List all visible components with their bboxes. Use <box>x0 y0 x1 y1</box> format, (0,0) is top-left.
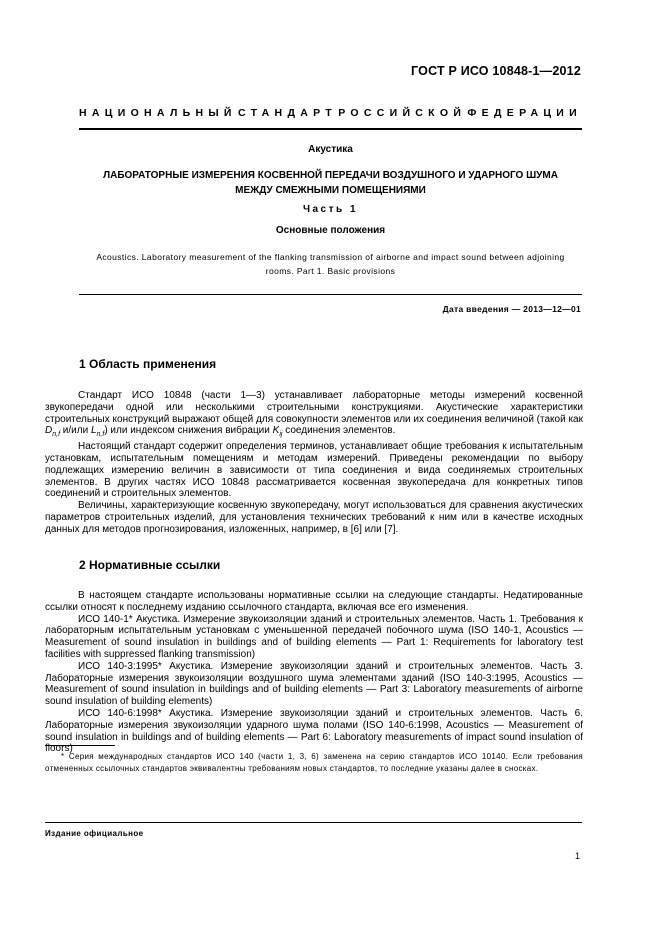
subject-heading: Акустика <box>308 144 353 155</box>
page-number: 1 <box>574 851 580 861</box>
national-standard-banner <box>79 107 582 119</box>
middle-divider <box>79 294 582 295</box>
symbol: K <box>272 425 280 437</box>
edition-label: Издание официальное <box>45 829 144 838</box>
introduction-date: Дата введения — 2013—12—01 <box>442 304 581 314</box>
paragraph: Настоящий стандарт содержит определения терминов, устанавливает общие требования к испытательным установкам, испытательным помещениям и методам измерений. Приведены рекомендации по выбору подлежащих измерению величин в зависимости от типа соединения и вида соединяемых строительных элементов. В других частях ИСО 10848 рассматривается косвенная звукопередача для конкретных типов соединений и строительных элементов. <box>45 441 583 500</box>
subscript: n,f <box>96 431 105 439</box>
footnote-divider <box>45 745 115 746</box>
text-run: ) или индексом снижения вибрации <box>104 425 273 437</box>
standard-code: ГОСТ Р ИСО 10848-1—2012 <box>411 64 581 78</box>
top-divider <box>79 128 582 130</box>
text-run: и/или <box>60 425 91 437</box>
title-line: ЛАБОРАТОРНЫЕ ИЗМЕРЕНИЯ КОСВЕННОЙ ПЕРЕДАЧИ ВОЗДУШНОГО И УДАРНОГО ШУМА <box>103 170 558 181</box>
paragraph <box>45 390 583 441</box>
text-run: соединения элементов. <box>282 425 396 437</box>
document-title <box>79 169 582 198</box>
reference-entry: ИСО 140-3:1995* Акустика. Измерение звукоизоляции зданий и строительных элементов. Часть 3. Лабораторные измерения звукоизоляции воздушного шума элементами зданий (ISO 140-3:1995, Acoustics — Measurement of sound insulation in buildings and of building elements — Part 3: Laboratory measurements of airborne sound insulation of building elements) <box>45 660 583 708</box>
banner-word: ФЕДЕРАЦИИ <box>467 107 582 119</box>
english-title-line: Acoustics. Laboratory measurement of the flanking transmission of airborne and impact sound between adjoining <box>96 252 565 262</box>
section-heading-scope: 1 Область применения <box>79 357 217 371</box>
text-run: Стандарт ИСО 10848 (части 1—3) устанавливает лабораторные методы измерений косвенной звукопередачи одной или несколькими строительными конструкциями. Акустические характеристики строительных конструкций выражают общей для совокупности элементов или их соединения величиной (такой как <box>45 390 583 425</box>
section-body-scope <box>45 390 583 536</box>
english-title-line: rooms. Part 1. Basic provisions <box>265 266 396 276</box>
english-title <box>79 250 582 278</box>
banner-word: РОССИЙСКОЙ <box>338 107 467 119</box>
banner-word: НАЦИОНАЛЬНЫЙ <box>79 107 237 119</box>
section-body-references <box>45 590 583 755</box>
banner-word: СТАНДАРТ <box>238 107 337 119</box>
footnote <box>45 751 583 775</box>
paragraph: В настоящем стандарте использованы нормативные ссылки на следующие стандарты. Недатированные ссылки относят к последнему изданию ссылочного стандарта, включая все его изменения. <box>45 590 583 613</box>
symbol: L <box>90 425 97 437</box>
section-heading-references: 2 Нормативные ссылки <box>79 558 221 572</box>
reference-entry: ИСО 140-1* Акустика. Измерение звукоизоляции зданий и строительных элементов. Часть 1. Требования к лабораторным испытательным установкам с уменьшенной передачей побочного шума (ISO 140-1, Acoustics — Measurement of sound insulation in buildings and of building elements — Part 1: Requirements for laboratory test facilities with suppressed flanking transmission) <box>45 613 583 660</box>
paragraph: Величины, характеризующие косвенную звукопередачу, могут использоваться для сравнения акустических параметров строительных изделий, для установления технических требований к ним или в качестве исходных данных для методов прогнозирования, изложенных, например, в [6] или [7]. <box>45 500 583 535</box>
bottom-divider <box>45 822 582 823</box>
reference-entry: ИСО 140-6:1998* Акустика. Измерение звукоизоляции зданий и строительных элементов. Часть 6. Лабораторные измерения звукоизоляции ударного шума полами (ISO 140-6:1998, Acoustics — Measurement of sound insulation in buildings and of building elements — Part 6: Laboratory measurements of impact sound insulation of floors) <box>45 707 583 755</box>
subscript: ij <box>279 431 283 439</box>
title-line: МЕЖДУ СМЕЖНЫМИ ПОМЕЩЕНИЯМИ <box>235 184 426 196</box>
part-label: Часть 1 <box>302 204 359 215</box>
footnote-text: * Серия международных стандартов ИСО 140 (части 1, 3, 6) заменена на серию стандартов ИСО 10140. Если требования отмененных ссылочных стандартов эквивалентны требованиям новых стандартов, то последние указаны далее в сносках. <box>45 752 583 774</box>
symbol: D <box>45 425 53 437</box>
subscript: n,f <box>52 431 61 439</box>
part-subtitle: Основные положения <box>275 225 386 236</box>
